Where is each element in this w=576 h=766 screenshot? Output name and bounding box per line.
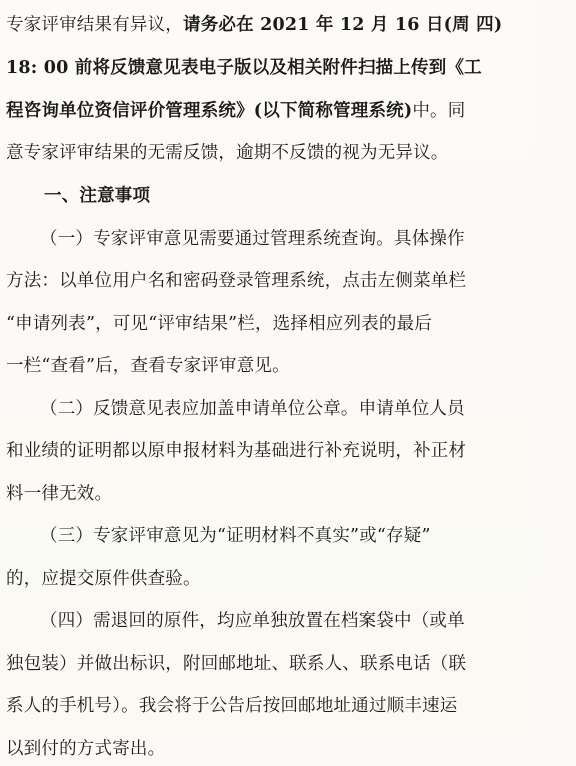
item-2-line-3: 料一律无效。 bbox=[6, 484, 113, 504]
section-heading: 一、注意事项 bbox=[44, 186, 151, 206]
deadline-text: 请务必在 2021 年 12 月 16 日(周 四) bbox=[183, 15, 503, 35]
item-3-line-2: 的，应提交原件供查验。 bbox=[6, 569, 201, 589]
item-1-line-3: “申请列表”，可见“评审结果”栏，选择相应列表的最后 bbox=[6, 314, 432, 334]
line-4: 意专家评审结果的无需反馈，逾期不反馈的视为无异议。 bbox=[6, 143, 449, 163]
item-4-line-4: 以到付的方式寄出。 bbox=[6, 739, 166, 759]
item-1-line-2: 方法：以单位用户名和密码登录管理系统，点击左侧菜单栏 bbox=[6, 271, 467, 291]
line-3 bbox=[6, 94, 538, 128]
item-1-line-4: 一栏“查看”后，查看专家评审意见。 bbox=[6, 356, 290, 376]
system-name-text: 程咨询单位资信评价管理系统》(以下简称管理系统) bbox=[6, 101, 413, 121]
item-2-line-2: 和业绩的证明都以原申报材料为基础进行补充说明，补正材 bbox=[6, 441, 467, 461]
item-4-line-2: 独包装）并做出标识，附回邮地址、联系人、联系电话（联 bbox=[6, 654, 467, 674]
item-3-line-1: （三）专家评审意见为“证明材料不真实”或“存疑” bbox=[40, 526, 431, 546]
item-1-line-1: （一）专家评审意见需要通过管理系统查询。具体操作 bbox=[40, 229, 465, 249]
line-1 bbox=[6, 8, 538, 42]
item-2-line-1: （二）反馈意见表应加盖申请单位公章。申请单位人员 bbox=[40, 399, 465, 419]
item-4-line-1: （四）需退回的原件，均应单独放置在档案袋中（或单 bbox=[40, 611, 465, 631]
line-3-tail: 中。同 bbox=[412, 101, 466, 121]
item-4-line-3: 系人的手机号）。我会将于公告后按回邮地址通过顺丰速运 bbox=[6, 696, 458, 716]
line-2: 18: 00 前将反馈意见表电子版以及相关附件扫描上传到《工 bbox=[6, 58, 482, 78]
line-1-text: 专家评审结果有异议， bbox=[6, 15, 183, 35]
